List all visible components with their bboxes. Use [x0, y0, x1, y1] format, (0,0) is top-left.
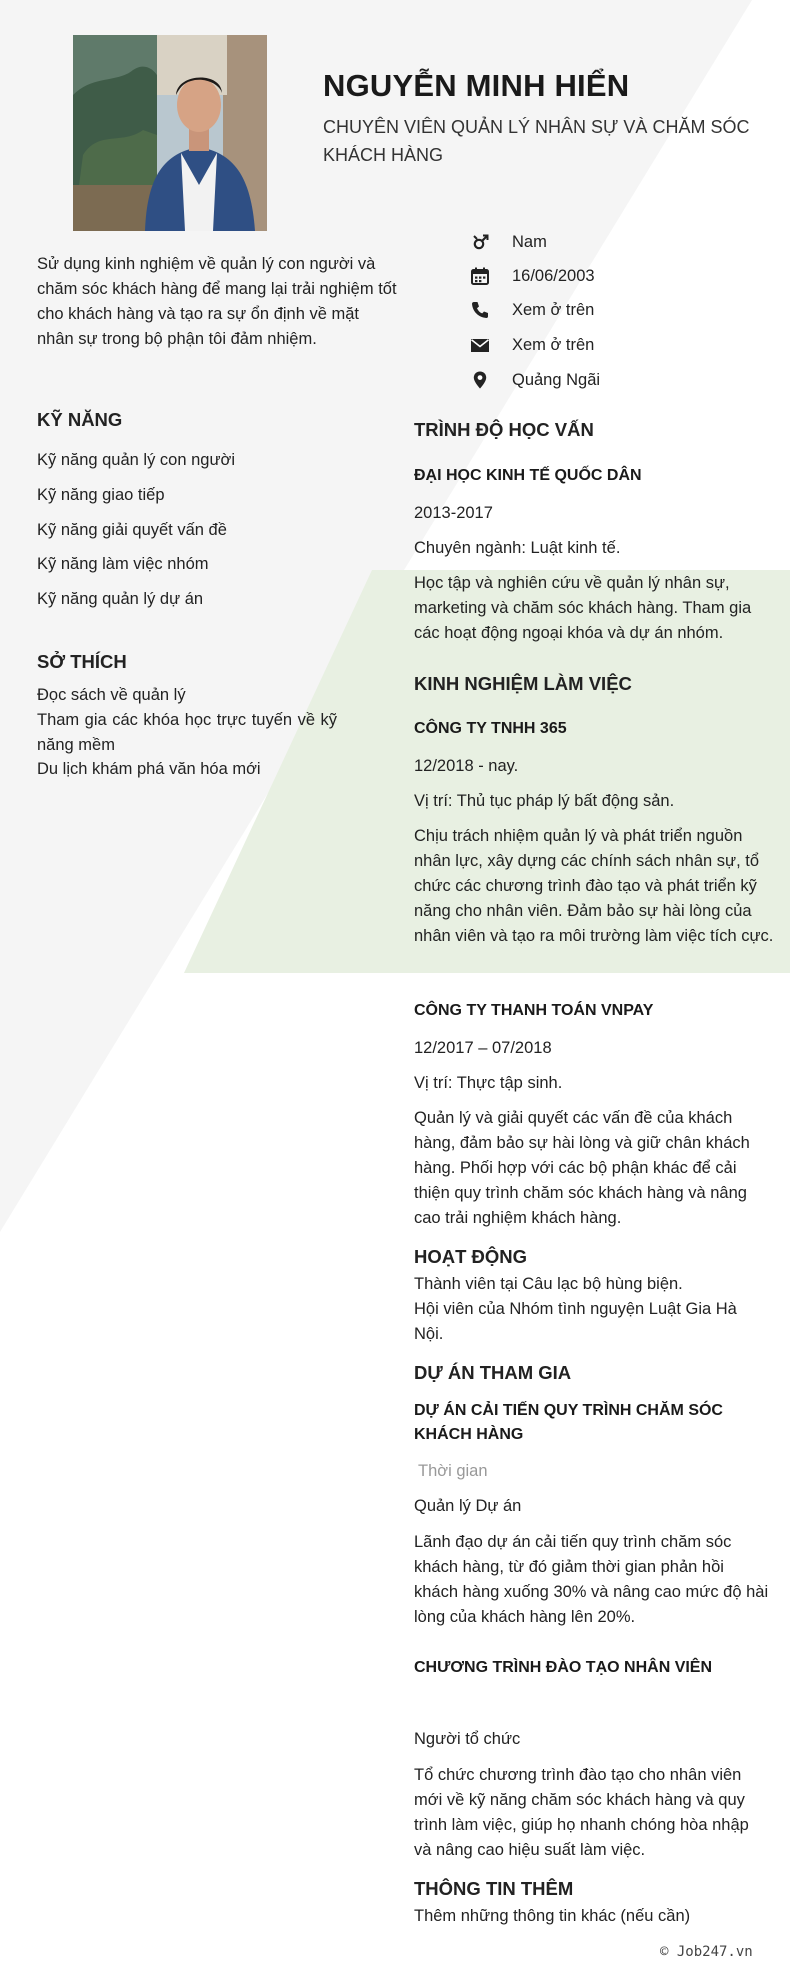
education-school: ĐẠI HỌC KINH TẾ QUỐC DÂN [414, 467, 642, 484]
gender-value: Nam [512, 232, 547, 251]
hobby-item: Tham gia các khóa học trực tuyến về kỹ năng mềm [37, 711, 337, 754]
job-period: 12/2017 – 07/2018 [414, 1039, 552, 1057]
project-name: DỰ ÁN CẢI TIẾN QUY TRÌNH CHĂM SÓC KHÁCH HÀNG [414, 1402, 723, 1443]
education-period: 2013-2017 [414, 504, 493, 522]
job-company: CÔNG TY THANH TOÁN VNPAY [414, 1002, 654, 1019]
address-value: Quảng Ngãi [512, 370, 601, 389]
contact-birthday [470, 264, 595, 288]
contact-info [470, 230, 790, 390]
contact-gender [470, 230, 547, 254]
job-description: Quản lý và giải quyết các vấn đề của khách hàng, đảm bảo sự hài lòng và giữ chân khách hàng. Phối hợp với các bộ phận khác để cải thiện quy trình chăm sóc khách hàng và nâng cao trải nghiệm khách hàng. [414, 1109, 750, 1227]
activities-heading: HOẠT ĐỘNG [414, 1246, 528, 1267]
project-role: Quản lý Dự án [414, 1497, 522, 1515]
project-name: CHƯƠNG TRÌNH ĐÀO TẠO NHÂN VIÊN [414, 1659, 713, 1676]
education-heading: TRÌNH ĐỘ HỌC VẤN [414, 419, 594, 440]
activity-item: Hội viên của Nhóm tình nguyện Luật Gia Hà Nội. [414, 1300, 737, 1343]
job-company: CÔNG TY TNHH 365 [414, 720, 567, 737]
skill-item: Kỹ năng giải quyết vấn đề [37, 521, 227, 539]
skill-item: Kỹ năng quản lý dự án [37, 590, 204, 608]
job-position: Vị trí: Thủ tục pháp lý bất động sản. [414, 792, 675, 810]
hobby-item: Du lịch khám phá văn hóa mới [37, 760, 261, 778]
phone-icon [470, 300, 490, 320]
project-description: Tổ chức chương trình đào tạo cho nhân viên mới về kỹ năng chăm sóc khách hàng và quy trình làm việc, giúp họ nhanh chóng hòa nhập và nâng cao hiệu suất làm việc. [414, 1766, 749, 1859]
hobbies-heading: SỞ THÍCH [37, 651, 127, 672]
location-pin-icon [470, 370, 490, 390]
contact-phone [470, 298, 594, 322]
envelope-icon [470, 335, 490, 355]
projects-heading: DỰ ÁN THAM GIA [414, 1362, 572, 1383]
job-title: CHUYÊN VIÊN QUẢN LÝ NHÂN SỰ VÀ CHĂM SÓC KHÁCH HÀNG [323, 117, 750, 165]
gender-icon [470, 232, 490, 252]
calendar-icon [470, 266, 490, 286]
additional-text: Thêm những thông tin khác (nếu cần) [414, 1907, 691, 1925]
contact-address [470, 368, 600, 392]
skill-item: Kỹ năng quản lý con người [37, 451, 235, 469]
project-role: Người tổ chức [414, 1730, 521, 1748]
activity-item: Thành viên tại Câu lạc bộ hùng biện. [414, 1275, 683, 1293]
education-major: Chuyên ngành: Luật kinh tế. [414, 539, 621, 557]
experience-heading: KINH NGHIỆM LÀM VIỆC [414, 673, 632, 694]
skills-heading: KỸ NĂNG [37, 409, 123, 430]
project-description: Lãnh đạo dự án cải tiến quy trình chăm sóc khách hàng, từ đó giảm thời gian phản hồi khách hàng xuống 30% và nâng cao mức độ hài lòng của khách hàng lên 20%. [414, 1533, 769, 1626]
skill-item: Kỹ năng làm việc nhóm [37, 555, 209, 573]
additional-heading: THÔNG TIN THÊM [414, 1878, 574, 1899]
footer-watermark: © Job247.vn [660, 1944, 753, 1960]
education-description: Học tập và nghiên cứu về quản lý nhân sự, marketing và chăm sóc khách hàng. Tham gia các hoạt động ngoại khóa và dự án nhóm. [414, 574, 752, 642]
hobby-item: Đọc sách về quản lý [37, 686, 186, 704]
skill-item: Kỹ năng giao tiếp [37, 486, 165, 504]
project-time: Thời gian [418, 1462, 488, 1480]
email-value: Xem ở trên [512, 335, 595, 354]
job-period: 12/2018 - nay. [414, 757, 519, 775]
job-description: Chịu trách nhiệm quản lý và phát triển nguồn nhân lực, xây dựng các chính sách nhân sự, tổ chức các chương trình đào tạo và phát triển kỹ năng cho nhân viên. Đảm bảo sự hài lòng của nhân viên và tạo ra môi trường làm việc tích cực. [414, 827, 774, 945]
candidate-name: NGUYỄN MINH HIỂN [323, 68, 630, 103]
birthday-value: 16/06/2003 [512, 266, 595, 285]
job-position: Vị trí: Thực tập sinh. [414, 1074, 563, 1092]
phone-value: Xem ở trên [512, 300, 595, 319]
contact-email [470, 333, 594, 357]
profile-photo [73, 35, 267, 231]
summary: Sử dụng kinh nghiệm về quản lý con người và chăm sóc khách hàng để mang lại trải nghiệm tốt cho khách hàng và tạo ra sự ổn định về mặt nhân sự trong bộ phận tôi đảm nhiệm. [37, 255, 397, 348]
